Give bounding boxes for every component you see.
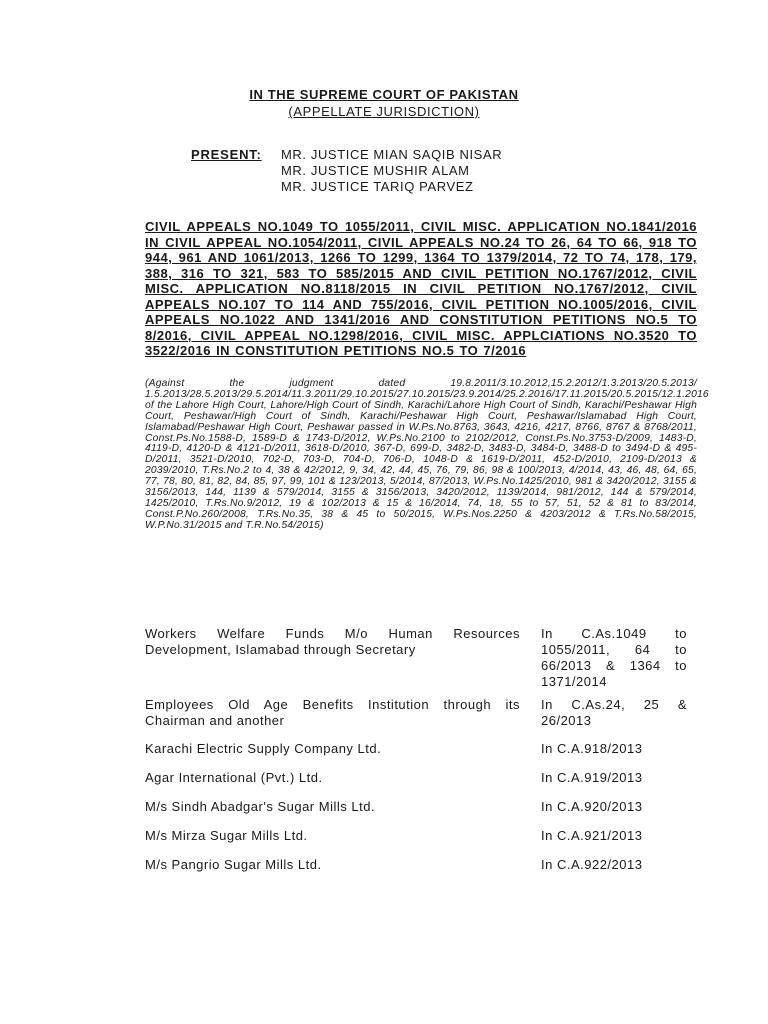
party-case-ref: In C.As.24, 25 & 26/2013 bbox=[541, 697, 687, 728]
judge-name: MR. JUSTICE MIAN SAQIB NISAR bbox=[281, 147, 503, 162]
party-case-ref: In C.As.1049 to 1055/2011, 64 to 66/2013 & 1364 to 1371/2014 bbox=[541, 626, 687, 689]
judge-name: MR. JUSTICE TARIQ PARVEZ bbox=[281, 179, 474, 194]
party-name: Employees Old Age Benefits Institution through its Chairman and another bbox=[145, 697, 520, 728]
party-case-ref: In C.A.918/2013 bbox=[541, 741, 643, 756]
party-case-ref: In C.A.920/2013 bbox=[541, 799, 643, 814]
jurisdiction-subtitle: (APPELLATE JURISDICTION) bbox=[288, 104, 480, 119]
party-name: Workers Welfare Funds M/o Human Resources Development, Islamabad through Secretary bbox=[145, 626, 520, 657]
party-name: M/s Sindh Abadgar's Sugar Mills Ltd. bbox=[145, 799, 376, 814]
party-case-ref: In C.A.922/2013 bbox=[541, 857, 643, 872]
case-title-text: CIVIL APPEALS NO.1049 TO 1055/2011, CIVIL MISC. APPLICATION NO.1841/2016 IN CIVIL APPEAL NO.1054/2011, CIVIL APPEALS NO.24 TO 26, 64 TO 66, 918 TO 944, 961 AND 1061/2013, 1266 TO 1299, 1364 TO 1379/2014, 72 TO 74, 178, 179, 388, 316 TO 321, 583 TO 585/2015 AND CIVIL PETITION NO.1767/2012, CIVIL MISC. APPLICATION NO.8118/2015 IN CIVIL PETITION NO.1767/2012, CIVIL APPEALS NO.107 TO 114 AND 755/2016, CIVIL PETITION NO.1005/2016, CIVIL APPEALS NO.1022 AND 1341/2016 AND CONSTITUTION PETITIONS NO.5 TO 8/2016, CIVIL APPEAL NO.1298/2016, CIVIL MISC. APPLCIATIONS NO.3520 TO 3522/2016 IN CONSTITUTION PETITIONS NO.5 TO 7/2016 bbox=[145, 219, 697, 358]
party-case-ref: In C.A.921/2013 bbox=[541, 828, 643, 843]
against-judgment-text: (Against the judgment dated 19.8.2011/3.10.2012,15.2.2012/1.3.2013/20.5.2013/ 1.5.2013/28.5.2013/29.5.2014/11.3.2011/29.10.2015/27.10.2015/23.9.2014/25.2.2016/17.11.2015/20.5.2015/12.1.2016 of the Lahore High Court, Lahore/High Court of Sindh, Karachi/Lahore High Court of Sindh, Karachi/Peshawar High Court, Peshawar/High Court of Sindh, Karachi/Peshawar High Court, Peshawar/Islamabad High Court, Islamabad/Peshawar High Court, Peshawar passed in W.Ps.No.8763, 3643, 4216, 4217, 8766, 8767 & 8768/2011, Const.Ps.No.1588-D, 1589-D & 1743-D/2012, W.Ps.No.2100 to 2102/2012, Const.Ps.No.3753-D/2009, 1483-D, 4119-D, 4120-D & 4121-D/2011, 3618-D/2010, 367-D, 699-D, 3482-D, 3483-D, 3484-D, 3488-D to 3494-D & 495-D/2011, 3521-D/2010, 702-D, 703-D, 704-D, 706-D, 1048-D & 1619-D/2011, 452-D/2010, 2109-D/2013 & 2039/2010, T.Rs.No.2 to 4, 38 & 42/2012, 9, 34, 42, 44, 45, 76, 79, 86, 98 & 100/2013, 4/2014, 43, 46, 48, 64, 65, 77, 78, 80, 81, 82, 84, 85, 97, 99, 101 & 123/2013, 5/2014, 87/2013, W.Ps.No.1425/2010, 981 & 3420/2012, 3155 & 3156/2013, 144, 1139 & 579/2014, 3155 & 3156/2013, 3420/2012, 1139/2014, 981/2012, 144 & 579/2014, 1425/2010, T.Rs.No.9/2012, 19 & 102/2013 & 15 & 16/2014, 74, 18, 55 to 57, 51, 52 & 81 to 83/2014, Const.P.No.260/2008, T.Rs.No.35, 38 & 45 to 50/2015, W.Ps.Nos.2250 & 4203/2012 & T.Rs.No.58/2015, W.P.No.31/2015 and T.R.No.54/2015) bbox=[145, 378, 709, 531]
party-name: M/s Pangrio Sugar Mills Ltd. bbox=[145, 857, 322, 872]
party-name: Karachi Electric Supply Company Ltd. bbox=[145, 741, 382, 756]
party-name: Agar International (Pvt.) Ltd. bbox=[145, 770, 323, 785]
judges-list bbox=[281, 147, 502, 195]
present-label: PRESENT: bbox=[191, 147, 262, 162]
party-case-ref: In C.A.919/2013 bbox=[541, 770, 643, 785]
court-title: IN THE SUPREME COURT OF PAKISTAN bbox=[249, 87, 519, 102]
case-title bbox=[145, 219, 697, 359]
party-name: M/s Mirza Sugar Mills Ltd. bbox=[145, 828, 308, 843]
judge-name: MR. JUSTICE MUSHIR ALAM bbox=[281, 163, 470, 178]
